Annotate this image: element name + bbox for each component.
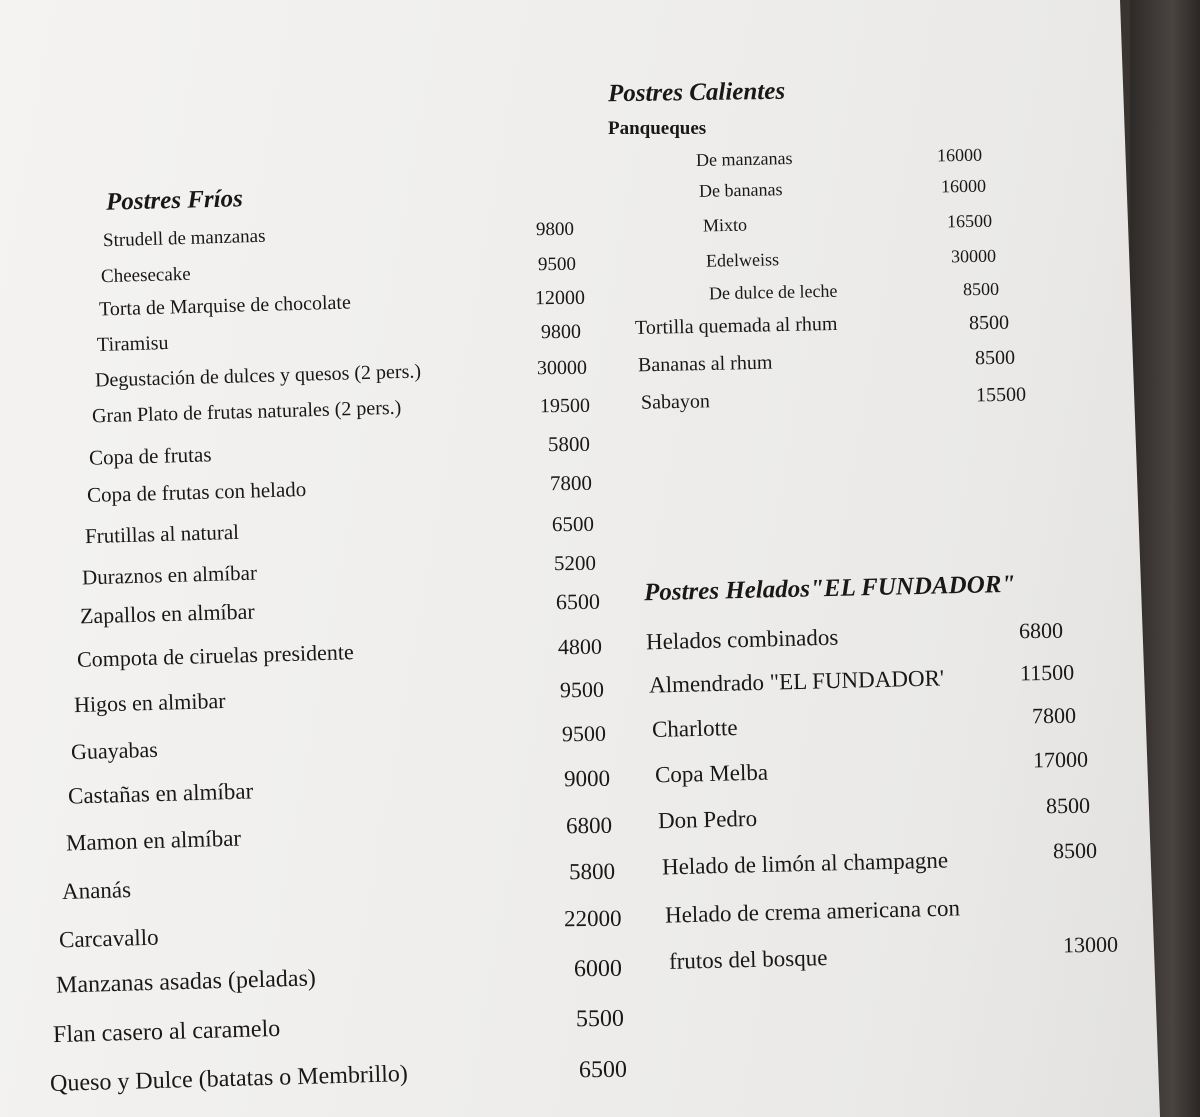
menu-item-name: Carcavallo — [58, 924, 159, 953]
menu-item-name: Helados combinados — [645, 624, 839, 655]
panqueques-subtitle: Panqueques — [608, 118, 707, 139]
menu-item-name: Gran Plato de frutas naturales (2 pers.) — [91, 396, 402, 428]
menu-item-name: Mixto — [702, 214, 748, 236]
menu-item-name: Sabayon — [640, 390, 711, 414]
menu-item-price: 17000 — [1032, 746, 1089, 773]
menu-item-name: Queso y Dulce (batatas o Membrillo) — [49, 1061, 409, 1097]
menu-item-price: 9000 — [563, 765, 611, 792]
menu-item-name: Edelweiss — [705, 249, 780, 271]
menu-item-name: Manzanas asadas (peladas) — [55, 965, 317, 999]
menu-item-price: 9800 — [540, 320, 582, 344]
menu-item-price: 5800 — [568, 858, 616, 885]
menu-item-price: 30000 — [536, 356, 588, 380]
menu-item-name: Flan casero al caramelo — [52, 1015, 281, 1049]
menu-item-name: Castañas en almíbar — [67, 778, 254, 809]
menu-item-price: 8500 — [1045, 792, 1091, 819]
menu-item-name: Almendrado "EL FUNDADOR' — [648, 665, 945, 698]
menu-item-price: 13000 — [1062, 931, 1119, 958]
menu-item-price: 12000 — [534, 286, 586, 310]
menu-item-price: 6500 — [555, 588, 601, 615]
menu-item-price: 9500 — [559, 676, 605, 703]
menu-item-price: 9800 — [535, 218, 575, 241]
menu-item-price: 4800 — [557, 633, 603, 660]
menu-item-price: 6500 — [551, 511, 595, 537]
menu-item-price: 6000 — [573, 955, 623, 983]
menu-item-price: 30000 — [950, 245, 997, 267]
menu-item-price: 9500 — [561, 720, 607, 747]
menu-item-price: 16500 — [946, 210, 993, 232]
menu-item-name: Copa de frutas con helado — [86, 476, 307, 508]
menu-item-price: 11500 — [1019, 659, 1075, 686]
menu-item-name: Strudell de manzanas — [102, 225, 266, 252]
menu-item-price: 6800 — [565, 812, 613, 839]
menu-item-name: Charlotte — [651, 714, 738, 743]
menu-item-name: Tiramisu — [96, 332, 169, 356]
postres-frios-title: Postres Fríos — [105, 185, 244, 216]
menu-item-name: Torta de Marquise de chocolate — [98, 291, 352, 321]
postres-helados-title: Postres Helados"EL FUNDADOR" — [643, 570, 1016, 607]
menu-item-price: 8500 — [974, 346, 1016, 370]
menu-item-name: Don Pedro — [657, 805, 758, 834]
menu-item-name: Compota de ciruelas presidente — [76, 639, 355, 672]
menu-item-price: 7800 — [1031, 702, 1077, 729]
menu-item-name: Frutillas al natural — [84, 519, 240, 549]
menu-item-name: Helado de crema americana con — [664, 895, 961, 928]
postres-calientes-title: Postres Calientes — [607, 77, 786, 108]
menu-item-price: 7800 — [549, 470, 593, 496]
menu-item-price: 6500 — [578, 1056, 628, 1084]
menu-item-price: 8500 — [962, 278, 1000, 300]
menu-item-name: Duraznos en almíbar — [81, 560, 258, 590]
menu-item-name: Tortilla quemada al rhum — [634, 312, 838, 340]
menu-item-name: Guayabas — [70, 736, 159, 765]
menu-item-name: Degustación de dulces y quesos (2 pers.) — [94, 360, 422, 392]
menu-item-price: 8500 — [968, 311, 1010, 335]
menu-item-price: 15500 — [975, 383, 1027, 407]
menu-item-name: De manzanas — [695, 147, 793, 171]
menu-item-price: 19500 — [539, 394, 591, 418]
menu-item-name: frutos del bosque — [668, 945, 828, 974]
menu-item-price: 8500 — [1052, 837, 1098, 864]
menu-item-name: De bananas — [698, 179, 783, 201]
menu-item-name: Ananás — [61, 877, 132, 904]
menu-item-price: 22000 — [563, 905, 622, 932]
menu-item-name: Cheesecake — [100, 263, 191, 288]
menu-item-name: De dulce de leche — [708, 280, 838, 304]
menu-item-price: 16000 — [940, 175, 987, 197]
menu-item-name: Helado de limón al champagne — [661, 847, 949, 880]
menu-item-price: 6800 — [1018, 617, 1064, 644]
menu-item-price: 9500 — [537, 253, 577, 276]
menu-item-price: 5500 — [575, 1005, 625, 1033]
menu-item-name: Zapallos en almíbar — [79, 598, 256, 629]
menu-item-name: Mamon en almíbar — [65, 825, 242, 856]
menu-item-name: Bananas al rhum — [637, 351, 773, 377]
menu-item-name: Copa Melba — [654, 759, 769, 788]
menu-item-name: Higos en almibar — [73, 687, 226, 718]
menu-item-price: 5800 — [547, 431, 591, 457]
menu-item-price: 16000 — [936, 144, 983, 166]
menu-item-name: Copa de frutas — [88, 442, 212, 470]
menu-item-price: 5200 — [553, 550, 597, 576]
